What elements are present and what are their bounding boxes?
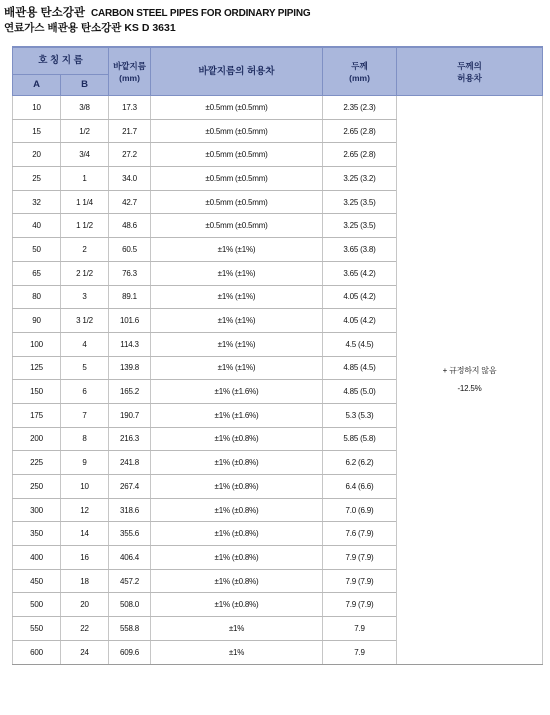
cell-od-tolerance: ±0.5mm (±0.5mm) [151,167,323,191]
cell-size-a: 250 [13,475,61,499]
cell-thickness: 7.0 (6.9) [323,498,397,522]
cell-thickness: 2.65 (2.8) [323,119,397,143]
cell-size-b: 3/8 [61,96,109,120]
cell-size-b: 22 [61,617,109,641]
cell-outer-diameter: 139.8 [109,356,151,380]
note-line-plus: + 규정하지 않음 [442,365,497,375]
cell-od-tolerance: ±1% (±1.6%) [151,403,323,427]
cell-od-tolerance: ±1% [151,640,323,664]
cell-size-b: 1 [61,167,109,191]
cell-thickness: 5.3 (5.3) [323,403,397,427]
cell-thickness: 4.05 (4.2) [323,285,397,309]
cell-size-a: 25 [13,167,61,191]
cell-thickness: 5.85 (5.8) [323,427,397,451]
cell-od-tolerance: ±1% (±0.8%) [151,498,323,522]
cell-size-b: 2 1/2 [61,261,109,285]
cell-thickness: 4.85 (5.0) [323,380,397,404]
cell-thickness: 6.4 (6.6) [323,475,397,499]
cell-size-a: 350 [13,522,61,546]
cell-od-tolerance: ±1% (±1%) [151,356,323,380]
cell-outer-diameter: 114.3 [109,332,151,356]
header-od-unit: (mm) [119,72,140,83]
cell-size-a: 225 [13,451,61,475]
cell-size-a: 125 [13,356,61,380]
cell-thickness: 6.2 (6.2) [323,451,397,475]
cell-outer-diameter: 60.5 [109,238,151,262]
cell-size-b: 14 [61,522,109,546]
cell-size-a: 20 [13,143,61,167]
cell-size-b: 24 [61,640,109,664]
cell-size-b: 8 [61,427,109,451]
page-subtitle: 연료가스 배관용 탄소강관 KS D 3631 [4,22,176,34]
cell-size-a: 40 [13,214,61,238]
header-thickness [323,47,397,96]
cell-thickness: 3.25 (3.5) [323,190,397,214]
cell-thickness: 2.65 (2.8) [323,143,397,167]
header-od-tolerance: 바깥지름의 허용차 [151,47,323,96]
cell-outer-diameter: 609.6 [109,640,151,664]
cell-od-tolerance: ±1% (±0.8%) [151,522,323,546]
cell-size-b: 1/2 [61,119,109,143]
cell-size-a: 15 [13,119,61,143]
cell-od-tolerance: ±1% (±0.8%) [151,475,323,499]
cell-od-tolerance: ±1% (±1.6%) [151,380,323,404]
cell-size-a: 400 [13,546,61,570]
cell-outer-diameter: 267.4 [109,475,151,499]
cell-thickness: 2.35 (2.3) [323,96,397,120]
cell-size-b: 3 [61,285,109,309]
header-thickness-label: 두께 [351,60,368,71]
header-thickness-unit: (mm) [349,72,370,83]
cell-outer-diameter: 101.6 [109,309,151,333]
pipe-spec-table [12,46,543,665]
header-od-label: 바깥지름 [113,60,146,71]
cell-size-a: 150 [13,380,61,404]
cell-thickness: 7.9 [323,640,397,664]
cell-od-tolerance: ±1% (±1%) [151,332,323,356]
cell-size-a: 10 [13,96,61,120]
page-header [4,6,544,35]
cell-thickness: 4.85 (4.5) [323,356,397,380]
cell-outer-diameter: 457.2 [109,569,151,593]
cell-od-tolerance: ±0.5mm (±0.5mm) [151,96,323,120]
cell-size-a: 600 [13,640,61,664]
cell-size-b: 20 [61,593,109,617]
header-th-tol-line2: 허용차 [457,72,482,83]
note-line-minus: -12.5% [457,383,482,393]
cell-size-a: 450 [13,569,61,593]
cell-outer-diameter: 508.0 [109,593,151,617]
cell-size-b: 3 1/2 [61,309,109,333]
cell-od-tolerance: ±1% (±0.8%) [151,546,323,570]
cell-od-tolerance: ±1% (±1%) [151,261,323,285]
cell-thickness: 7.9 (7.9) [323,546,397,570]
cell-size-a: 500 [13,593,61,617]
cell-thickness: 3.65 (4.2) [323,261,397,285]
cell-size-b: 10 [61,475,109,499]
cell-outer-diameter: 406.4 [109,546,151,570]
cell-size-b: 2 [61,238,109,262]
cell-outer-diameter: 27.2 [109,143,151,167]
cell-size-b: 9 [61,451,109,475]
cell-thickness: 7.9 (7.9) [323,569,397,593]
cell-od-tolerance: ±0.5mm (±0.5mm) [151,214,323,238]
cell-thickness: 3.65 (3.8) [323,238,397,262]
cell-size-b: 18 [61,569,109,593]
cell-outer-diameter: 241.8 [109,451,151,475]
cell-size-b: 4 [61,332,109,356]
header-col-a: A [13,75,61,96]
header-outer-diameter [109,47,151,96]
cell-size-a: 80 [13,285,61,309]
cell-outer-diameter: 165.2 [109,380,151,404]
cell-size-b: 5 [61,356,109,380]
cell-outer-diameter: 76.3 [109,261,151,285]
cell-thickness: 3.25 (3.5) [323,214,397,238]
cell-outer-diameter: 558.8 [109,617,151,641]
cell-size-b: 16 [61,546,109,570]
cell-outer-diameter: 34.0 [109,167,151,191]
header-col-b: B [61,75,109,96]
cell-size-a: 175 [13,403,61,427]
cell-od-tolerance: ±0.5mm (±0.5mm) [151,190,323,214]
cell-outer-diameter: 89.1 [109,285,151,309]
cell-size-a: 50 [13,238,61,262]
cell-size-b: 12 [61,498,109,522]
cell-thickness: 7.9 (7.9) [323,593,397,617]
cell-size-b: 6 [61,380,109,404]
cell-thickness: 3.25 (3.2) [323,167,397,191]
cell-outer-diameter: 355.6 [109,522,151,546]
cell-outer-diameter: 190.7 [109,403,151,427]
cell-size-a: 65 [13,261,61,285]
cell-size-a: 32 [13,190,61,214]
cell-od-tolerance: ±1% (±1%) [151,309,323,333]
header-thickness-tolerance [397,47,543,96]
cell-size-a: 200 [13,427,61,451]
cell-od-tolerance: ±1% [151,617,323,641]
header-nominal-size: 호 칭 지 름 [13,47,109,75]
cell-outer-diameter: 17.3 [109,96,151,120]
cell-thickness: 4.5 (4.5) [323,332,397,356]
cell-od-tolerance: ±1% (±1%) [151,285,323,309]
title-korean: 배관용 탄소강관 [4,7,85,19]
cell-size-a: 550 [13,617,61,641]
cell-outer-diameter: 216.3 [109,427,151,451]
cell-od-tolerance: ±1% (±0.8%) [151,427,323,451]
cell-size-a: 100 [13,332,61,356]
page-title [4,6,544,21]
cell-outer-diameter: 48.6 [109,214,151,238]
cell-size-b: 3/4 [61,143,109,167]
table-body [13,96,543,665]
thickness-tolerance-note [397,96,543,665]
cell-outer-diameter: 42.7 [109,190,151,214]
cell-thickness: 7.9 [323,617,397,641]
table-row [13,96,543,120]
cell-od-tolerance: ±1% (±0.8%) [151,593,323,617]
cell-od-tolerance: ±0.5mm (±0.5mm) [151,119,323,143]
cell-outer-diameter: 318.6 [109,498,151,522]
cell-size-b: 7 [61,403,109,427]
cell-size-a: 300 [13,498,61,522]
cell-od-tolerance: ±1% (±0.8%) [151,569,323,593]
cell-od-tolerance: ±1% (±0.8%) [151,451,323,475]
cell-thickness: 4.05 (4.2) [323,309,397,333]
cell-od-tolerance: ±1% (±1%) [151,238,323,262]
cell-size-b: 1 1/2 [61,214,109,238]
cell-thickness: 7.6 (7.9) [323,522,397,546]
cell-outer-diameter: 21.7 [109,119,151,143]
cell-od-tolerance: ±0.5mm (±0.5mm) [151,143,323,167]
cell-size-a: 90 [13,309,61,333]
title-english: CARBON STEEL PIPES FOR ORDINARY PIPING [90,8,311,19]
cell-size-b: 1 1/4 [61,190,109,214]
header-th-tol-line1: 두께의 [457,60,482,71]
